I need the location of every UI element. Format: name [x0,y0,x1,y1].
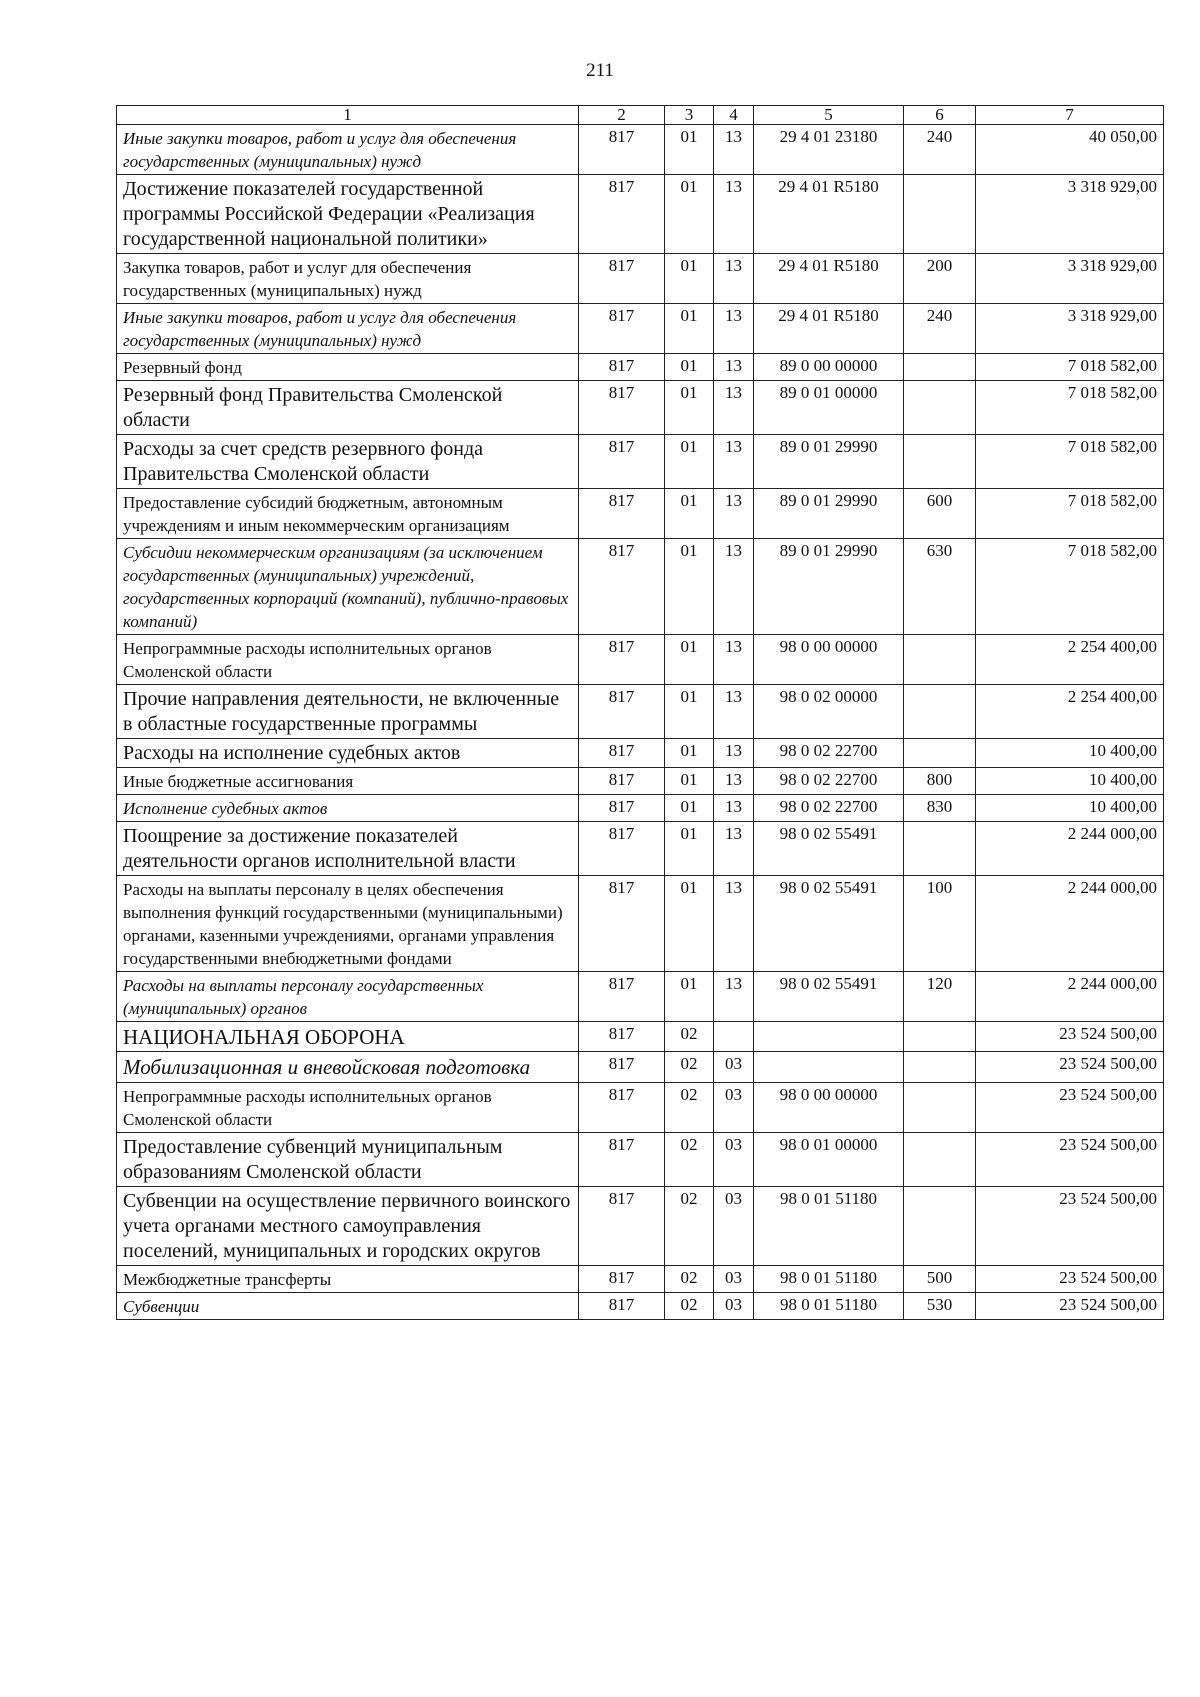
subsection-cell: 13 [714,489,754,539]
amount-cell: 23 524 500,00 [976,1022,1164,1052]
subsection-cell: 13 [714,795,754,822]
row-name: Субсидии некоммерческим организациям (за исключением государственных (муниципальных) учреждений, государственных корпораций (компаний), публично-правовых компаний) [117,539,579,635]
target-article-cell: 98 0 02 22700 [754,739,904,768]
amount-cell: 23 524 500,00 [976,1052,1164,1083]
row-name: Субвенции на осуществление первичного воинского учета органами местного самоуправления поселений, муниципальных и городских округов [117,1187,579,1266]
table-row [117,1187,1164,1266]
expense-type-cell: 830 [904,795,976,822]
expense-type-cell [904,635,976,685]
expense-type-cell [904,175,976,254]
code-cell: 817 [579,1187,665,1266]
expense-type-cell [904,739,976,768]
table-row [117,254,1164,304]
target-article-cell: 89 0 01 29990 [754,489,904,539]
table-row [117,795,1164,822]
amount-cell: 7 018 582,00 [976,435,1164,489]
table-row [117,1052,1164,1083]
row-name: Исполнение судебных актов [117,795,579,822]
target-article-cell [754,1022,904,1052]
subsection-cell: 13 [714,435,754,489]
amount-cell: 7 018 582,00 [976,539,1164,635]
expense-type-cell: 200 [904,254,976,304]
amount-cell: 7 018 582,00 [976,489,1164,539]
expense-type-cell [904,1052,976,1083]
amount-cell: 3 318 929,00 [976,304,1164,354]
row-name: Прочие направления деятельности, не включенные в областные государственные программы [117,685,579,739]
subsection-cell: 03 [714,1052,754,1083]
table-row [117,685,1164,739]
code-cell: 817 [579,1022,665,1052]
subsection-cell: 13 [714,381,754,435]
section-cell: 02 [665,1052,714,1083]
amount-cell: 2 254 400,00 [976,685,1164,739]
table-row [117,354,1164,381]
header-cell: 1 [117,106,579,125]
target-article-cell: 29 4 01 R5180 [754,175,904,254]
row-name: Поощрение за достижение показателей деятельности органов исполнительной власти [117,822,579,876]
amount-cell: 2 244 000,00 [976,822,1164,876]
code-cell: 817 [579,822,665,876]
expense-type-cell [904,381,976,435]
table-row [117,635,1164,685]
expense-type-cell: 120 [904,972,976,1022]
header-row [117,106,1164,125]
subsection-cell: 13 [714,175,754,254]
section-cell: 01 [665,795,714,822]
section-cell: 02 [665,1187,714,1266]
header-cell: 6 [904,106,976,125]
section-cell: 02 [665,1293,714,1320]
row-name: Резервный фонд Правительства Смоленской области [117,381,579,435]
table-row [117,1266,1164,1293]
budget-table [116,105,1164,1320]
code-cell: 817 [579,304,665,354]
target-article-cell: 29 4 01 R5180 [754,254,904,304]
amount-cell: 2 244 000,00 [976,876,1164,972]
expense-type-cell [904,685,976,739]
target-article-cell: 98 0 01 00000 [754,1133,904,1187]
expense-type-cell: 530 [904,1293,976,1320]
target-article-cell: 98 0 02 00000 [754,685,904,739]
target-article-cell: 98 0 01 51180 [754,1187,904,1266]
expense-type-cell [904,822,976,876]
row-name: Достижение показателей государственной программы Российской Федерации «Реализация государственной национальной политики» [117,175,579,254]
target-article-cell: 98 0 02 22700 [754,795,904,822]
expense-type-cell: 500 [904,1266,976,1293]
code-cell: 817 [579,1133,665,1187]
expense-type-cell [904,435,976,489]
section-cell: 01 [665,489,714,539]
amount-cell: 3 318 929,00 [976,254,1164,304]
table-row [117,876,1164,972]
subsection-cell: 03 [714,1187,754,1266]
table-row [117,972,1164,1022]
amount-cell: 2 254 400,00 [976,635,1164,685]
target-article-cell: 98 0 02 22700 [754,768,904,795]
table-row [117,175,1164,254]
section-cell: 01 [665,685,714,739]
table-row [117,739,1164,768]
amount-cell: 23 524 500,00 [976,1083,1164,1133]
expense-type-cell: 240 [904,125,976,175]
code-cell: 817 [579,175,665,254]
section-cell: 02 [665,1133,714,1187]
header-cell: 7 [976,106,1164,125]
subsection-cell: 03 [714,1293,754,1320]
amount-cell: 40 050,00 [976,125,1164,175]
header-cell: 2 [579,106,665,125]
subsection-cell: 13 [714,822,754,876]
section-cell: 02 [665,1266,714,1293]
table-row [117,125,1164,175]
page-number: 211 [586,60,614,81]
table-row [117,822,1164,876]
row-name: Непрограммные расходы исполнительных органов Смоленской области [117,1083,579,1133]
section-cell: 01 [665,381,714,435]
section-cell: 01 [665,539,714,635]
section-cell: 01 [665,972,714,1022]
section-cell: 01 [665,435,714,489]
row-name: Расходы за счет средств резервного фонда Правительства Смоленской области [117,435,579,489]
amount-cell: 7 018 582,00 [976,381,1164,435]
expense-type-cell [904,1022,976,1052]
row-name: НАЦИОНАЛЬНАЯ ОБОРОНА [117,1022,579,1052]
section-cell: 01 [665,822,714,876]
code-cell: 817 [579,1266,665,1293]
target-article-cell: 98 0 02 55491 [754,876,904,972]
section-cell: 01 [665,254,714,304]
subsection-cell: 13 [714,254,754,304]
table-row [117,1293,1164,1320]
header-cell: 4 [714,106,754,125]
amount-cell: 10 400,00 [976,795,1164,822]
expense-type-cell: 100 [904,876,976,972]
code-cell: 817 [579,254,665,304]
row-name: Субвенции [117,1293,579,1320]
table-row [117,768,1164,795]
table-row [117,1022,1164,1052]
row-name: Непрограммные расходы исполнительных органов Смоленской области [117,635,579,685]
section-cell: 01 [665,876,714,972]
row-name: Предоставление субвенций муниципальным образованиям Смоленской области [117,1133,579,1187]
row-name: Расходы на исполнение судебных актов [117,739,579,768]
row-name: Межбюджетные трансферты [117,1266,579,1293]
amount-cell: 2 244 000,00 [976,972,1164,1022]
table-row [117,304,1164,354]
expense-type-cell: 240 [904,304,976,354]
subsection-cell: 13 [714,354,754,381]
subsection-cell: 13 [714,876,754,972]
target-article-cell: 29 4 01 23180 [754,125,904,175]
section-cell: 02 [665,1022,714,1052]
section-cell: 01 [665,739,714,768]
row-name: Резервный фонд [117,354,579,381]
code-cell: 817 [579,435,665,489]
subsection-cell: 13 [714,768,754,795]
target-article-cell: 98 0 00 00000 [754,635,904,685]
target-article-cell: 98 0 02 55491 [754,822,904,876]
row-name: Предоставление субсидий бюджетным, автономным учреждениям и иным некоммерческим организациям [117,489,579,539]
section-cell: 02 [665,1083,714,1133]
target-article-cell: 89 0 01 00000 [754,381,904,435]
amount-cell: 3 318 929,00 [976,175,1164,254]
amount-cell: 10 400,00 [976,739,1164,768]
subsection-cell: 13 [714,685,754,739]
table-row [117,1133,1164,1187]
code-cell: 817 [579,354,665,381]
row-name: Закупка товаров, работ и услуг для обеспечения государственных (муниципальных) нужд [117,254,579,304]
code-cell: 817 [579,972,665,1022]
target-article-cell: 98 0 01 51180 [754,1266,904,1293]
code-cell: 817 [579,539,665,635]
table-row [117,539,1164,635]
target-article-cell: 89 0 00 00000 [754,354,904,381]
expense-type-cell [904,1083,976,1133]
code-cell: 817 [579,381,665,435]
subsection-cell: 03 [714,1083,754,1133]
code-cell: 817 [579,795,665,822]
header-cell: 3 [665,106,714,125]
code-cell: 817 [579,739,665,768]
expense-type-cell [904,1133,976,1187]
subsection-cell: 13 [714,739,754,768]
amount-cell: 7 018 582,00 [976,354,1164,381]
amount-cell: 23 524 500,00 [976,1266,1164,1293]
section-cell: 01 [665,354,714,381]
target-article-cell: 29 4 01 R5180 [754,304,904,354]
row-name: Расходы на выплаты персоналу государственных (муниципальных) органов [117,972,579,1022]
code-cell: 817 [579,1052,665,1083]
section-cell: 01 [665,768,714,795]
code-cell: 817 [579,1083,665,1133]
subsection-cell: 13 [714,539,754,635]
target-article-cell: 89 0 01 29990 [754,435,904,489]
amount-cell: 23 524 500,00 [976,1133,1164,1187]
subsection-cell: 13 [714,972,754,1022]
subsection-cell: 13 [714,304,754,354]
subsection-cell: 03 [714,1266,754,1293]
code-cell: 817 [579,876,665,972]
expense-type-cell: 600 [904,489,976,539]
target-article-cell: 98 0 01 51180 [754,1293,904,1320]
section-cell: 01 [665,125,714,175]
section-cell: 01 [665,635,714,685]
row-name: Иные закупки товаров, работ и услуг для обеспечения государственных (муниципальных) нужд [117,304,579,354]
amount-cell: 23 524 500,00 [976,1187,1164,1266]
expense-type-cell: 630 [904,539,976,635]
target-article-cell: 98 0 00 00000 [754,1083,904,1133]
section-cell: 01 [665,304,714,354]
expense-type-cell [904,354,976,381]
table-row [117,1083,1164,1133]
subsection-cell [714,1022,754,1052]
code-cell: 817 [579,1293,665,1320]
code-cell: 817 [579,125,665,175]
row-name: Иные закупки товаров, работ и услуг для обеспечения государственных (муниципальных) нужд [117,125,579,175]
code-cell: 817 [579,635,665,685]
code-cell: 817 [579,685,665,739]
target-article-cell: 98 0 02 55491 [754,972,904,1022]
table-row [117,435,1164,489]
table-row [117,489,1164,539]
amount-cell: 10 400,00 [976,768,1164,795]
code-cell: 817 [579,489,665,539]
row-name: Мобилизационная и вневойсковая подготовка [117,1052,579,1083]
header-cell: 5 [754,106,904,125]
table-row [117,381,1164,435]
subsection-cell: 13 [714,635,754,685]
code-cell: 817 [579,768,665,795]
target-article-cell: 89 0 01 29990 [754,539,904,635]
expense-type-cell: 800 [904,768,976,795]
target-article-cell [754,1052,904,1083]
row-name: Расходы на выплаты персоналу в целях обеспечения выполнения функций государственными (муниципальными) органами, казенными учреждениями, органами управления государственными внебюджетными фондами [117,876,579,972]
expense-type-cell [904,1187,976,1266]
subsection-cell: 03 [714,1133,754,1187]
row-name: Иные бюджетные ассигнования [117,768,579,795]
subsection-cell: 13 [714,125,754,175]
section-cell: 01 [665,175,714,254]
amount-cell: 23 524 500,00 [976,1293,1164,1320]
